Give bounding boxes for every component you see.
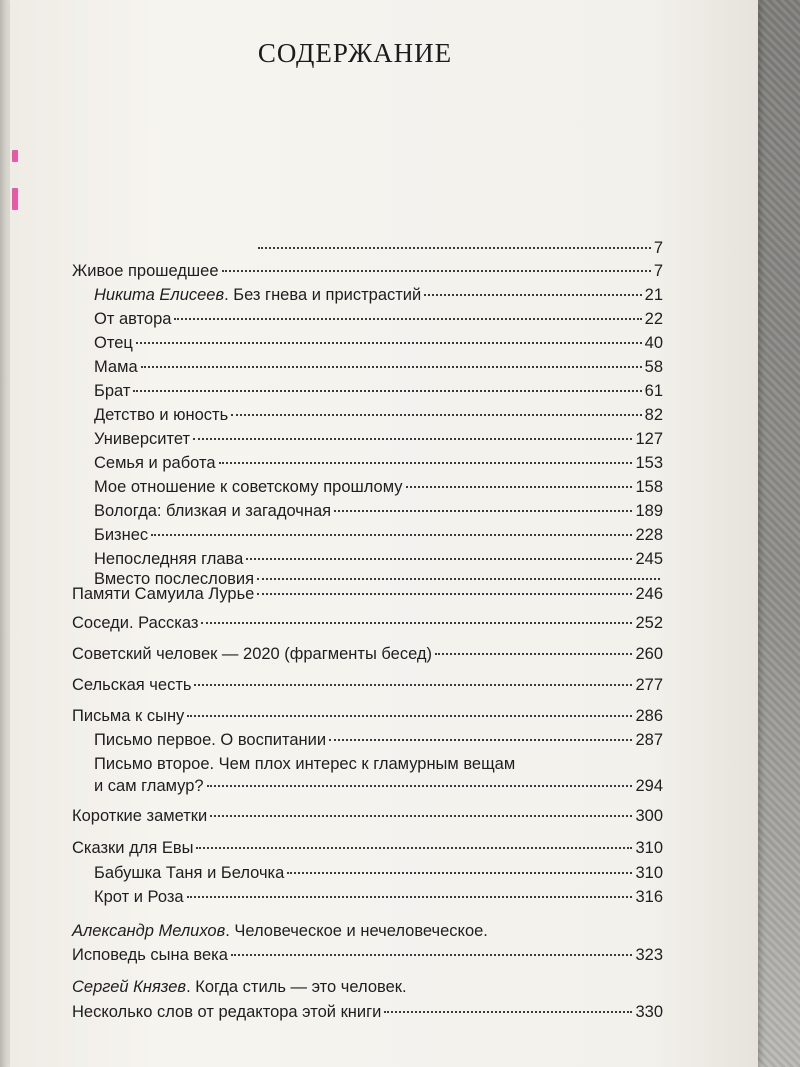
toc-entry-label: Письма к сыну <box>72 707 185 725</box>
toc-leader-dots <box>384 1011 632 1013</box>
toc-entry[interactable] <box>94 502 663 524</box>
toc-author-name: Александр Мелихов <box>72 922 226 940</box>
toc-page-number: 40 <box>644 334 663 352</box>
toc-entry[interactable] <box>94 550 663 572</box>
toc-entry-label <box>94 286 421 305</box>
toc-page-number: 21 <box>644 286 663 304</box>
toc-page-number: 330 <box>635 1003 663 1021</box>
toc-entry[interactable] <box>72 946 663 968</box>
toc-leader-dots <box>174 318 641 320</box>
toc-leader-dots <box>194 684 632 686</box>
toc-leader-dots <box>435 653 632 655</box>
toc-entry-label: Непоследняя глава <box>94 550 244 568</box>
toc-entry-label: Вместо послесловия <box>94 570 255 588</box>
toc-page-number: 153 <box>635 454 663 472</box>
toc-leader-dots <box>424 294 641 296</box>
toc-page-number: 228 <box>635 526 663 544</box>
toc-page-number: 127 <box>635 430 663 448</box>
toc-leader-dots <box>231 954 633 956</box>
toc-entry[interactable] <box>258 239 663 261</box>
toc-entry[interactable] <box>94 358 663 380</box>
toc-page-number: 310 <box>635 839 663 857</box>
toc-entry-label: Крот и Роза <box>94 888 184 906</box>
toc-entry[interactable] <box>94 526 663 548</box>
toc-page-number: 310 <box>635 864 663 882</box>
toc-page-number: 300 <box>635 807 663 825</box>
toc-entry-label: Бизнес <box>94 526 149 544</box>
background-fabric <box>752 0 800 1067</box>
toc-author-name: Сергей Князев <box>72 978 187 996</box>
toc-entry[interactable] <box>94 864 663 886</box>
toc-leader-dots <box>334 510 632 512</box>
toc-entry[interactable] <box>94 310 663 332</box>
toc-entry-label: От автора <box>94 310 172 328</box>
toc-entry-label: Брат <box>94 382 131 400</box>
toc-entry-label: Сельская честь <box>72 676 192 694</box>
toc-leader-dots <box>258 247 651 249</box>
toc-entry-label: Вологда: близкая и загадочная <box>94 502 332 520</box>
toc-entry[interactable] <box>94 478 663 500</box>
toc-leader-dots <box>210 815 632 817</box>
toc-entry[interactable] <box>94 777 663 799</box>
toc-entry-label: Бабушка Таня и Белочка <box>94 864 285 882</box>
toc-entry-label: Мама <box>94 358 138 376</box>
toc-entry[interactable] <box>72 614 663 636</box>
toc-entry[interactable] <box>94 888 663 910</box>
toc-leader-dots <box>287 872 632 874</box>
toc-page-number: 82 <box>644 406 663 424</box>
toc-entry-label: и сам гламур? <box>94 777 204 795</box>
toc-leader-dots <box>136 342 642 344</box>
toc-page-number: 22 <box>644 310 663 328</box>
toc-entry-label: Сказки для Евы <box>72 839 194 857</box>
toc-entry[interactable] <box>94 430 663 452</box>
toc-leader-dots <box>193 438 632 440</box>
toc-entry-label: Семья и работа <box>94 454 216 472</box>
toc-page-number: 260 <box>635 645 663 663</box>
toc-entry[interactable] <box>72 645 663 667</box>
toc-leader-dots <box>329 739 632 741</box>
toc-entry[interactable] <box>72 807 663 829</box>
toc-page-number: 252 <box>635 614 663 632</box>
toc-entry[interactable] <box>72 1003 663 1025</box>
page-title: СОДЕРЖАНИЕ <box>257 38 453 68</box>
toc-entry-label: Мое отношение к советскому прошлому <box>94 478 403 496</box>
toc-page-number: 287 <box>635 731 663 749</box>
toc-page-number: 277 <box>635 676 663 694</box>
toc-entry-title: . Человеческое и нечеловеческое. <box>225 922 488 940</box>
toc-entry-label[interactable] <box>72 922 488 941</box>
toc-page-number: 158 <box>635 478 663 496</box>
book-edge <box>0 0 10 1067</box>
toc-page-number: 61 <box>644 382 663 400</box>
table-of-contents <box>10 0 758 1067</box>
toc-entry[interactable] <box>94 406 663 428</box>
toc-entry[interactable] <box>72 262 663 284</box>
toc-entry[interactable] <box>72 839 663 861</box>
toc-entry-label: Памяти Самуила Лурье <box>72 585 255 603</box>
toc-entry-label: Советский человек — 2020 (фрагменты бесед) <box>72 645 433 663</box>
toc-entry-label[interactable] <box>72 978 407 997</box>
toc-leader-dots <box>257 578 660 580</box>
toc-leader-dots <box>187 715 632 717</box>
toc-entry-label: Детство и юность <box>94 406 229 424</box>
toc-author-name: Никита Елисеев <box>94 286 225 304</box>
toc-leader-dots <box>151 534 632 536</box>
toc-page-number: 7 <box>653 239 663 257</box>
toc-leader-dots <box>406 486 633 488</box>
toc-leader-dots <box>219 462 633 464</box>
toc-entry-label: Короткие заметки <box>72 807 208 825</box>
toc-entry[interactable] <box>72 707 663 729</box>
toc-leader-dots <box>257 593 632 595</box>
toc-entry[interactable] <box>94 286 663 308</box>
toc-page-number: 245 <box>635 550 663 568</box>
toc-entry[interactable] <box>94 334 663 356</box>
toc-entry[interactable] <box>94 454 663 476</box>
toc-entry-label: Исповедь сына века <box>72 946 228 964</box>
toc-entry-label: Университет <box>94 430 191 448</box>
toc-entry-label[interactable]: Письмо второе. Чем плох интерес к гламурным вещам <box>94 755 516 773</box>
toc-entry-label: Письмо первое. О воспитании <box>94 731 327 749</box>
toc-leader-dots <box>222 270 651 272</box>
toc-leader-dots <box>196 847 632 849</box>
toc-entry-title: . Когда стиль — это человек. <box>186 978 407 996</box>
toc-leader-dots <box>141 366 642 368</box>
toc-entry[interactable] <box>94 731 663 753</box>
toc-page-number: 294 <box>635 777 663 795</box>
toc-entry[interactable] <box>72 676 663 698</box>
toc-page-number: 7 <box>653 262 663 280</box>
toc-entry-title: . Без гнева и пристрастий <box>224 286 422 304</box>
toc-leader-dots <box>201 622 632 624</box>
book-page <box>10 0 758 1067</box>
toc-leader-dots <box>231 414 641 416</box>
toc-page-number: 316 <box>635 888 663 906</box>
toc-entry-label: Отец <box>94 334 133 352</box>
toc-leader-dots <box>246 558 632 560</box>
toc-entry-label: Несколько слов от редактора этой книги <box>72 1003 382 1021</box>
toc-entry[interactable] <box>72 585 663 607</box>
toc-entry[interactable] <box>94 382 663 404</box>
toc-page-number: 246 <box>635 585 663 603</box>
toc-entry-label: Живое прошедшее <box>72 262 219 280</box>
toc-leader-dots <box>207 785 633 787</box>
toc-page-number: 189 <box>635 502 663 520</box>
toc-entry-label: Соседи. Рассказ <box>72 614 199 632</box>
toc-page-number: 323 <box>635 946 663 964</box>
toc-page-number: 58 <box>644 358 663 376</box>
toc-page-number: 286 <box>635 707 663 725</box>
toc-leader-dots <box>133 390 641 392</box>
toc-leader-dots <box>187 896 633 898</box>
